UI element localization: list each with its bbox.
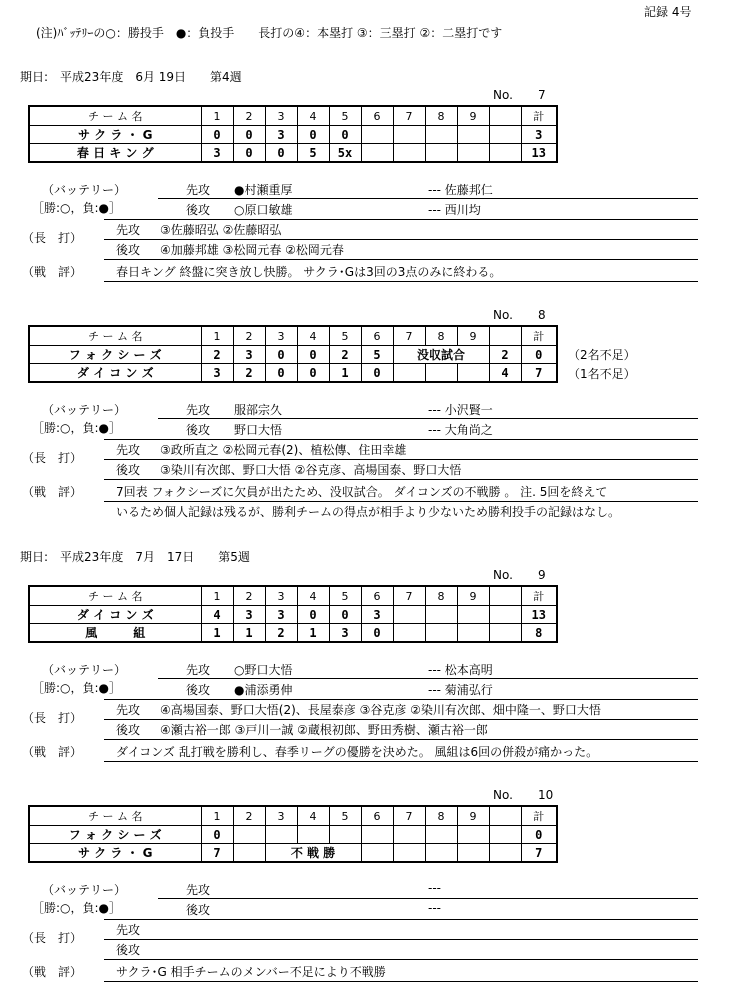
battery-label: （バッテリー）: [42, 663, 127, 677]
battery-rule: [158, 678, 698, 679]
battery-label: （バッテリー）: [42, 403, 127, 417]
long-hits-label: （長 打）: [22, 451, 83, 465]
team-note: （2名不足）: [568, 348, 636, 362]
inning-header: [489, 586, 521, 606]
inning-score: [457, 126, 489, 144]
team-name: ダ イ コ ン ズ: [29, 606, 201, 624]
inning-header: 5: [329, 326, 361, 346]
inning-score: [393, 364, 425, 383]
bottom-pitcher: 野口大悟: [234, 423, 283, 437]
inning-header: [489, 106, 521, 126]
inning-score: 1: [329, 364, 361, 383]
team-row: [29, 844, 557, 863]
review-label: （戦 評）: [22, 485, 83, 499]
bottom-pitcher: ●浦添勇伸: [234, 683, 293, 697]
hits-rule-mid: [104, 939, 698, 940]
bottom-long-hits: ④瀬古裕一郎 ③戸川一誠 ②蔵根初郎、野田秀樹、瀬古裕一郎: [160, 723, 488, 737]
inning-score: [489, 624, 521, 643]
total-header: 計: [521, 106, 557, 126]
total-header: 計: [521, 586, 557, 606]
inning-score: [425, 606, 457, 624]
inning-score: 0: [265, 364, 297, 383]
record-number: 記録 4号: [644, 5, 692, 19]
inning-header: 9: [457, 586, 489, 606]
inning-score: 0: [265, 346, 297, 364]
inning-score: 0: [233, 144, 265, 163]
inning-header: 7: [393, 106, 425, 126]
review-rule: [104, 981, 698, 982]
scoreboard-header: [29, 106, 557, 126]
review-text: ダイコンズ 乱打戦を勝利し、春季リーグの優勝を決めた。 風組は6回の併殺が痛かった。: [116, 745, 599, 759]
team-row: [29, 364, 557, 383]
inning-score: [393, 606, 425, 624]
scoreboard: [28, 585, 558, 643]
inning-score: 0: [361, 624, 393, 643]
inning-score: [489, 844, 521, 863]
inning-score: [393, 126, 425, 144]
game-no: 7: [538, 88, 546, 102]
bottom-long-hits: ④加藤邦雄 ③松岡元春 ②松岡元春: [160, 243, 344, 257]
hits-rule-bottom: [104, 959, 698, 960]
top-pitcher: ●村瀬重厚: [234, 183, 293, 197]
battery-rule: [158, 418, 698, 419]
top-catcher: --- 佐藤邦仁: [428, 183, 493, 197]
game-no: 9: [538, 568, 546, 582]
bottom-label: 後攻: [186, 203, 211, 217]
inning-score: [425, 144, 457, 163]
inning-score: [489, 606, 521, 624]
legend-note: (注)ﾊﾞｯﾃﾘｰの○：勝投手 ●：負投手 長打の④：本塁打 ③：三塁打 ②：二塁打です: [36, 26, 503, 40]
inning-header: [489, 806, 521, 826]
inning-score: 1: [201, 624, 233, 643]
inning-score: 4: [201, 606, 233, 624]
winloss-legend: ［勝:○，負:●］: [32, 421, 122, 435]
inning-score: 3: [361, 606, 393, 624]
game-no: 10: [538, 788, 554, 802]
battery-rule: [158, 898, 698, 899]
inning-score: 0: [297, 126, 329, 144]
team-row: [29, 346, 557, 364]
inning-header: 9: [457, 326, 489, 346]
bottom-catcher: --- 大角尚之: [428, 423, 493, 437]
total-score: 13: [521, 144, 557, 163]
inning-score: [265, 826, 297, 844]
top-long-hits: ③佐藤昭弘 ②佐藤昭弘: [160, 223, 282, 237]
inning-score: 3: [265, 606, 297, 624]
top-label: 先攻: [186, 183, 211, 197]
hits-rule-bottom: [104, 259, 698, 260]
forfeit-label: 没収試合: [393, 346, 489, 364]
inning-header: 8: [425, 326, 457, 346]
review-text: サクラ･G 相手チームのメンバー不足により不戦勝: [116, 965, 386, 979]
top-catcher: ---: [428, 881, 441, 895]
hits-rule-mid: [104, 719, 698, 720]
scoreboard: [28, 805, 558, 863]
inning-score: [425, 126, 457, 144]
inning-header: 3: [265, 106, 297, 126]
battery-rule: [158, 198, 698, 199]
inning-header: 8: [425, 806, 457, 826]
inning-header: 4: [297, 106, 329, 126]
inning-score: 0: [297, 364, 329, 383]
total-score: 0: [521, 346, 557, 364]
inning-score: 0: [201, 826, 233, 844]
team-name: サ ク ラ ・ G: [29, 844, 201, 863]
hits-rule-top: [104, 439, 698, 440]
team-row: [29, 126, 557, 144]
inning-score: 0: [201, 126, 233, 144]
inning-header: 3: [265, 806, 297, 826]
bottom-catcher: ---: [428, 901, 441, 915]
inning-header: 4: [297, 586, 329, 606]
total-header: 計: [521, 326, 557, 346]
game-no-label: No.: [493, 308, 513, 322]
inning-score: 7: [201, 844, 233, 863]
inning-score: [489, 126, 521, 144]
inning-header: 1: [201, 106, 233, 126]
winloss-legend: ［勝:○，負:●］: [32, 681, 122, 695]
hits-rule-bottom: [104, 739, 698, 740]
inning-score: [457, 844, 489, 863]
review-text: いるため個人記録は残るが、勝利チームの得点が相手より少ないため勝利投手の記録はなし。: [116, 505, 621, 519]
team-name: フ ォ ク シ ー ズ: [29, 346, 201, 364]
hits-rule-mid: [104, 239, 698, 240]
scoreboard-header: [29, 586, 557, 606]
inning-score: [425, 826, 457, 844]
review-text: 7回表 フォクシーズに欠員が出たため、没収試合。 ダイコンズの不戦勝 。 注. 5回を終えて: [116, 485, 608, 499]
top-label: 先攻: [186, 663, 211, 677]
team-header: チ ー ム 名: [29, 586, 201, 606]
inning-score: [457, 826, 489, 844]
game-no-label: No.: [493, 568, 513, 582]
scoreboard-header: [29, 806, 557, 826]
bottom-catcher: --- 西川均: [428, 203, 481, 217]
top-pitcher: 服部宗久: [234, 403, 283, 417]
inning-header: 2: [233, 106, 265, 126]
inning-header: [489, 326, 521, 346]
team-name: 風 組: [29, 624, 201, 643]
total-score: 7: [521, 844, 557, 863]
inning-score: 5x: [329, 144, 361, 163]
match-date-2: 期日: 平成23年度 7月 17日 第5週: [20, 550, 250, 564]
inning-score: [393, 144, 425, 163]
inning-score: 0: [361, 364, 393, 383]
inning-header: 9: [457, 106, 489, 126]
inning-score: [457, 624, 489, 643]
team-header: チ ー ム 名: [29, 106, 201, 126]
inning-header: 2: [233, 806, 265, 826]
inning-score: [393, 826, 425, 844]
review-text: 春日キング 終盤に突き放し快勝。 サクラ･Gは3回の3点のみに終わる。: [116, 265, 502, 279]
total-score: 13: [521, 606, 557, 624]
bottom-label: 後攻: [116, 463, 141, 477]
team-header: チ ー ム 名: [29, 806, 201, 826]
inning-score: [457, 144, 489, 163]
bottom-label: 後攻: [116, 723, 141, 737]
inning-score: 3: [233, 346, 265, 364]
inning-header: 7: [393, 326, 425, 346]
inning-header: 6: [361, 586, 393, 606]
inning-score: [393, 844, 425, 863]
hits-rule-top: [104, 699, 698, 700]
inning-score: [489, 826, 521, 844]
team-name: ダ イ コ ン ズ: [29, 364, 201, 383]
game-no: 8: [538, 308, 546, 322]
inning-header: 4: [297, 326, 329, 346]
inning-score: 0: [329, 606, 361, 624]
battery-label: （バッテリー）: [42, 883, 127, 897]
inning-score: 2: [489, 346, 521, 364]
review-label: （戦 評）: [22, 745, 83, 759]
team-row: [29, 624, 557, 643]
top-pitcher: ○野口大悟: [234, 663, 293, 677]
total-score: 0: [521, 826, 557, 844]
total-header: 計: [521, 806, 557, 826]
total-score: 3: [521, 126, 557, 144]
inning-score: [361, 144, 393, 163]
review-label: （戦 評）: [22, 265, 83, 279]
inning-header: 8: [425, 106, 457, 126]
inning-header: 6: [361, 326, 393, 346]
inning-header: 5: [329, 806, 361, 826]
top-label: 先攻: [116, 443, 141, 457]
bottom-label: 後攻: [186, 423, 211, 437]
scoreboard: [28, 105, 558, 163]
inning-header: 6: [361, 806, 393, 826]
inning-score: [425, 624, 457, 643]
inning-header: 4: [297, 806, 329, 826]
bottom-label: 後攻: [186, 903, 211, 917]
hits-rule-top: [104, 919, 698, 920]
inning-header: 2: [233, 326, 265, 346]
inning-score: 4: [489, 364, 521, 383]
inning-score: [361, 844, 393, 863]
inning-header: 7: [393, 586, 425, 606]
winloss-legend: ［勝:○，負:●］: [32, 901, 122, 915]
inning-header: 3: [265, 326, 297, 346]
top-long-hits: ③政所直之 ②松岡元春(2)、植松傳、住田幸雄: [160, 443, 407, 457]
inning-score: 2: [201, 346, 233, 364]
inning-score: [297, 826, 329, 844]
inning-score: [489, 144, 521, 163]
team-name: 春 日 キ ン グ: [29, 144, 201, 163]
team-note: （1名不足）: [568, 367, 636, 381]
game-no-label: No.: [493, 88, 513, 102]
inning-header: 9: [457, 806, 489, 826]
bottom-label: 後攻: [186, 683, 211, 697]
inning-header: 5: [329, 106, 361, 126]
review-rule: [104, 501, 698, 502]
total-score: 7: [521, 364, 557, 383]
bottom-pitcher: ○原口敏雄: [234, 203, 293, 217]
top-catcher: --- 松本高明: [428, 663, 493, 677]
inning-header: 8: [425, 586, 457, 606]
inning-score: 2: [329, 346, 361, 364]
inning-score: 5: [361, 346, 393, 364]
hits-rule-top: [104, 219, 698, 220]
inning-header: 5: [329, 586, 361, 606]
team-name: フ ォ ク シ ー ズ: [29, 826, 201, 844]
inning-header: 6: [361, 106, 393, 126]
inning-score: 0: [297, 606, 329, 624]
review-rule: [104, 281, 698, 282]
inning-score: 3: [201, 144, 233, 163]
inning-score: [329, 826, 361, 844]
scoreboard: [28, 325, 558, 383]
inning-score: 5: [297, 144, 329, 163]
team-header: チ ー ム 名: [29, 326, 201, 346]
long-hits-label: （長 打）: [22, 231, 83, 245]
top-label: 先攻: [186, 403, 211, 417]
top-label: 先攻: [116, 223, 141, 237]
battery-label: （バッテリー）: [42, 183, 127, 197]
inning-score: 1: [233, 624, 265, 643]
inning-header: 1: [201, 586, 233, 606]
inning-score: [457, 606, 489, 624]
winloss-legend: ［勝:○，負:●］: [32, 201, 122, 215]
inning-score: [457, 364, 489, 383]
top-label: 先攻: [186, 883, 211, 897]
total-score: 8: [521, 624, 557, 643]
hits-rule-bottom: [104, 479, 698, 480]
inning-score: 3: [329, 624, 361, 643]
bottom-long-hits: ③染川有次郎、野口大悟 ②谷克彦、高場国泰、野口大悟: [160, 463, 462, 477]
inning-score: [361, 126, 393, 144]
inning-header: 7: [393, 806, 425, 826]
inning-score: 0: [233, 126, 265, 144]
match-date-1: 期日: 平成23年度 6月 19日 第4週: [20, 70, 242, 84]
inning-score: [233, 844, 265, 863]
inning-score: 2: [265, 624, 297, 643]
top-label: 先攻: [116, 703, 141, 717]
review-label: （戦 評）: [22, 965, 83, 979]
top-label: 先攻: [116, 923, 141, 937]
team-name: サ ク ラ ・ G: [29, 126, 201, 144]
inning-score: 3: [201, 364, 233, 383]
inning-header: 1: [201, 806, 233, 826]
long-hits-label: （長 打）: [22, 711, 83, 725]
inning-score: [233, 826, 265, 844]
inning-header: 3: [265, 586, 297, 606]
inning-score: 0: [265, 144, 297, 163]
inning-header: 2: [233, 586, 265, 606]
bottom-label: 後攻: [116, 943, 141, 957]
inning-score: [425, 364, 457, 383]
inning-score: 3: [265, 126, 297, 144]
inning-score: 0: [329, 126, 361, 144]
inning-score: [425, 844, 457, 863]
inning-score: 2: [233, 364, 265, 383]
bottom-label: 後攻: [116, 243, 141, 257]
team-row: [29, 144, 557, 163]
inning-score: [361, 826, 393, 844]
bottom-catcher: --- 菊浦弘行: [428, 683, 493, 697]
inning-score: 0: [297, 346, 329, 364]
inning-score: 3: [233, 606, 265, 624]
inning-score: 1: [297, 624, 329, 643]
inning-header: 1: [201, 326, 233, 346]
default-win-label: 不 戦 勝: [265, 844, 361, 863]
hits-rule-mid: [104, 459, 698, 460]
review-rule: [104, 761, 698, 762]
team-row: [29, 826, 557, 844]
game-no-label: No.: [493, 788, 513, 802]
scoreboard-header: [29, 326, 557, 346]
inning-score: [393, 624, 425, 643]
team-row: [29, 606, 557, 624]
top-catcher: --- 小沢賢一: [428, 403, 493, 417]
long-hits-label: （長 打）: [22, 931, 83, 945]
top-long-hits: ④高場国泰、野口大悟(2)、長屋泰彦 ③谷克彦 ②染川有次郎、畑中隆一、野口大悟: [160, 703, 601, 717]
